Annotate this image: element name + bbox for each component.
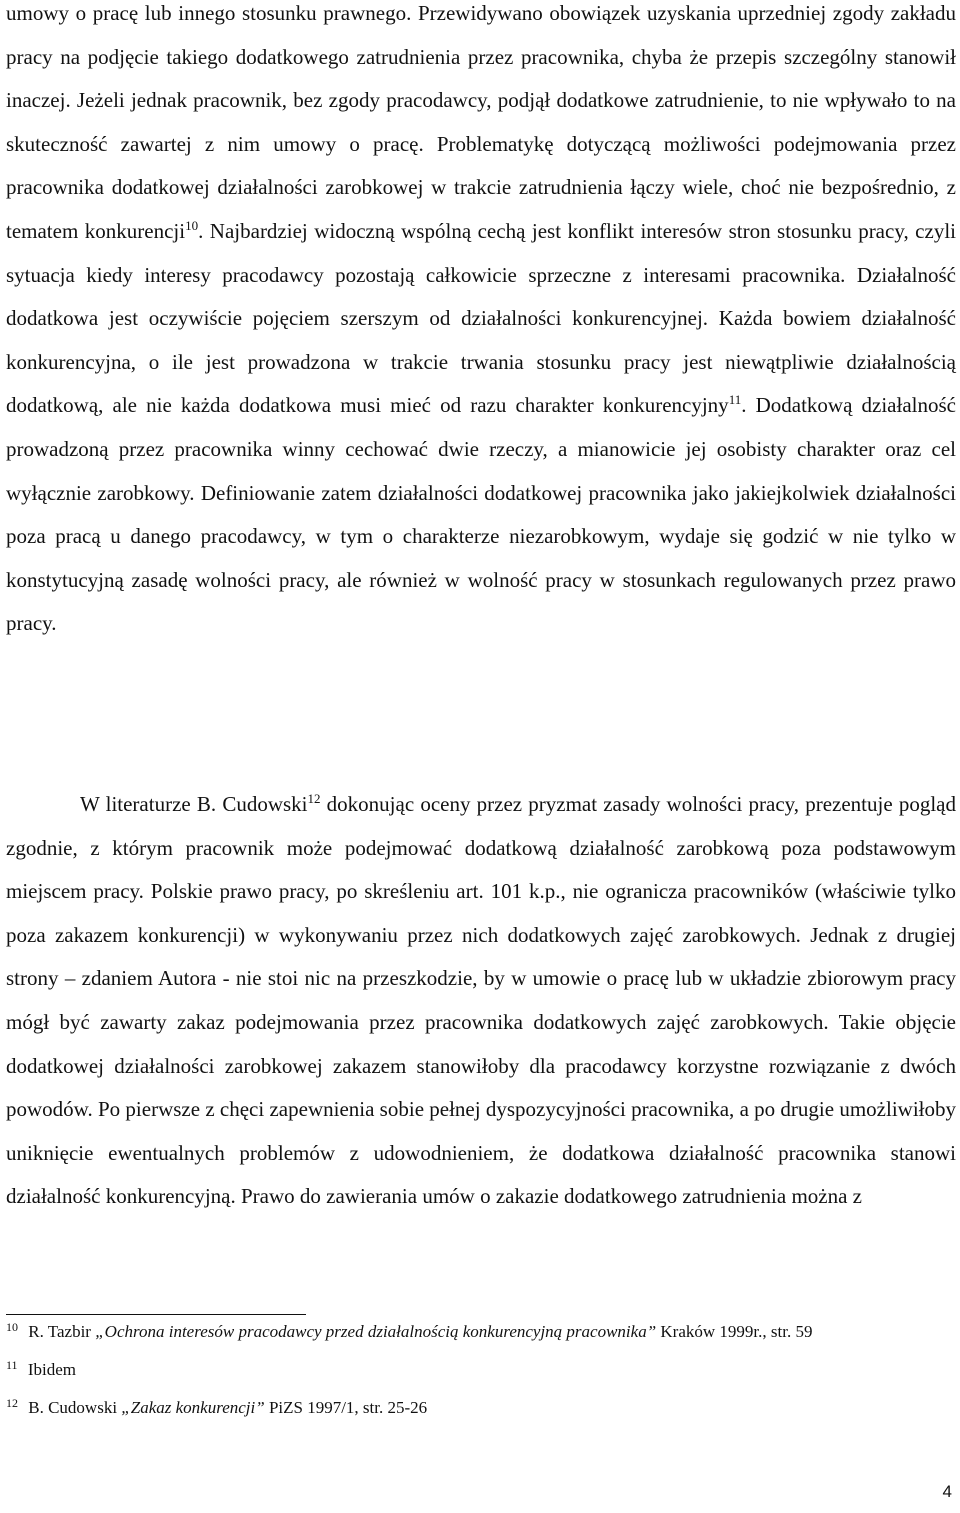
paragraph-text: umowy o pracę lub innego stosunku prawnego. Przewidywano obowiązek uzyskania uprzedniej zgody zakładu pracy na podjęcie takiego dodatkowego zatrudnienia przez pracownika, chyba że przepis szczególny stanowił inaczej. Jeżeli jednak pracownik, bez zgody pracodawcy, podjął dodatkowe zatrudnienie, to nie wpływało to na skuteczność zawartej z nim umowy o pracę. Problematykę dotyczącą możliwości podejmowania przez pracownika dodatkowej działalności zarobkowej w trakcie zatrudnienia łączy wiele, choć nie bezpośrednio, z tematem konkurencji: [6, 1, 956, 243]
body-paragraph-1: [6, 0, 956, 646]
footnote-number: 12: [6, 1396, 18, 1410]
paragraph-text: . Dodatkową działalność prowadzoną przez pracownika winny cechować dwie rzeczy, a mianowicie jej osobisty charakter oraz cel wyłącznie zarobkowy. Definiowanie zatem działalności dodatkowej pracownika jako jakiejkolwiek działalności poza pracą u danego pracodawcy, w tym o charakterze niezarobkowym, wydaje się godzić w nie tylko w konstytucyjną zasadę wolności pracy, ale również w wolność pracy w stosunkach regulowanych przez prawo pracy.: [6, 393, 956, 636]
page-number: 4: [942, 1482, 952, 1501]
footnote-separator: [6, 1314, 306, 1315]
body-paragraph-2: [6, 783, 956, 1219]
footnote-ref-10[interactable]: 10: [185, 217, 199, 233]
footnote-number: 10: [6, 1320, 18, 1334]
footnote-text: R. Tazbir: [24, 1322, 96, 1341]
paragraph-text: . Najbardziej widoczną wspólną cechą jest konflikt interesów stron stosunku pracy, czyli sytuacja kiedy interesy pracodawcy pozostają całkowicie sprzeczne z interesami pracownika. Działalność dodatkowa jest oczywiście pojęciem szerszym od działalności konkurencyjnej. Każda bowiem działalność konkurencyjna, o ile jest prowadzona w trakcie trwania stosunku pracy jest niewątpliwie działalnością dodatkową, ale nie każda dodatkowa musi mieć od razu charakter konkurencyjny: [6, 218, 956, 418]
footnote-title: „Ochrona interesów pracodawcy przed działalnością konkurencyjną pracownika”: [95, 1322, 657, 1341]
footnote-text: B. Cudowski: [24, 1398, 122, 1417]
footnote-10: [6, 1321, 956, 1343]
paragraph-text: dokonując oceny przez pryzmat zasady wolności pracy, prezentuje pogląd zgodnie, z którym pracownik może podejmować dodatkową działalność zarobkową poza podstawowym miejscem pracy. Polskie prawo pracy, po skreśleniu art. 101 k.p., nie ogranicza pracowników (właściwie tylko poza zakazem konkurencji) w wykonywaniu przez nich dodatkowych zajęć zarobkowych. Jednak z drugiej strony – zdaniem Autora - nie stoi nic na przeszkodzie, by w umowie o pracę lub w układzie zbiorowym pracy mógł być zawarty zakaz podejmowania przez pracownika dodatkowych zajęć zarobkowych. Takie objęcie dodatkowej działalności zarobkowej zakazem stanowiłoby dla pracodawcy korzystne rozwiązanie z dwóch powodów. Po pierwsze z chęci zapewnienia sobie pełnej dyspozycyjności pracownika, a po drugie umożliwiłoby uniknięcie ewentualnych problemów z udowodnieniem, że dodatkowa działalność pracownika stanowi działalność konkurencyjną. Prawo do zawierania umów o zakazie dodatkowego zatrudnienia można z: [6, 792, 956, 1209]
footnote-number: 11: [6, 1358, 18, 1372]
footnote-text: PiZS 1997/1, str. 25-26: [264, 1398, 428, 1417]
footnote-text: Ibidem: [23, 1360, 76, 1379]
paragraph-text: W literaturze B. Cudowski: [80, 792, 308, 816]
footnote-ref-12[interactable]: 12: [307, 791, 321, 806]
footnote-ref-11[interactable]: 11: [728, 392, 742, 408]
footnotes-list: [6, 1321, 956, 1435]
footnote-text: Kraków 1999r., str. 59: [656, 1322, 813, 1341]
footnote-title: „Zakaz konkurencji”: [121, 1398, 265, 1417]
footnote-11: [6, 1359, 956, 1381]
footnote-12: [6, 1397, 956, 1419]
